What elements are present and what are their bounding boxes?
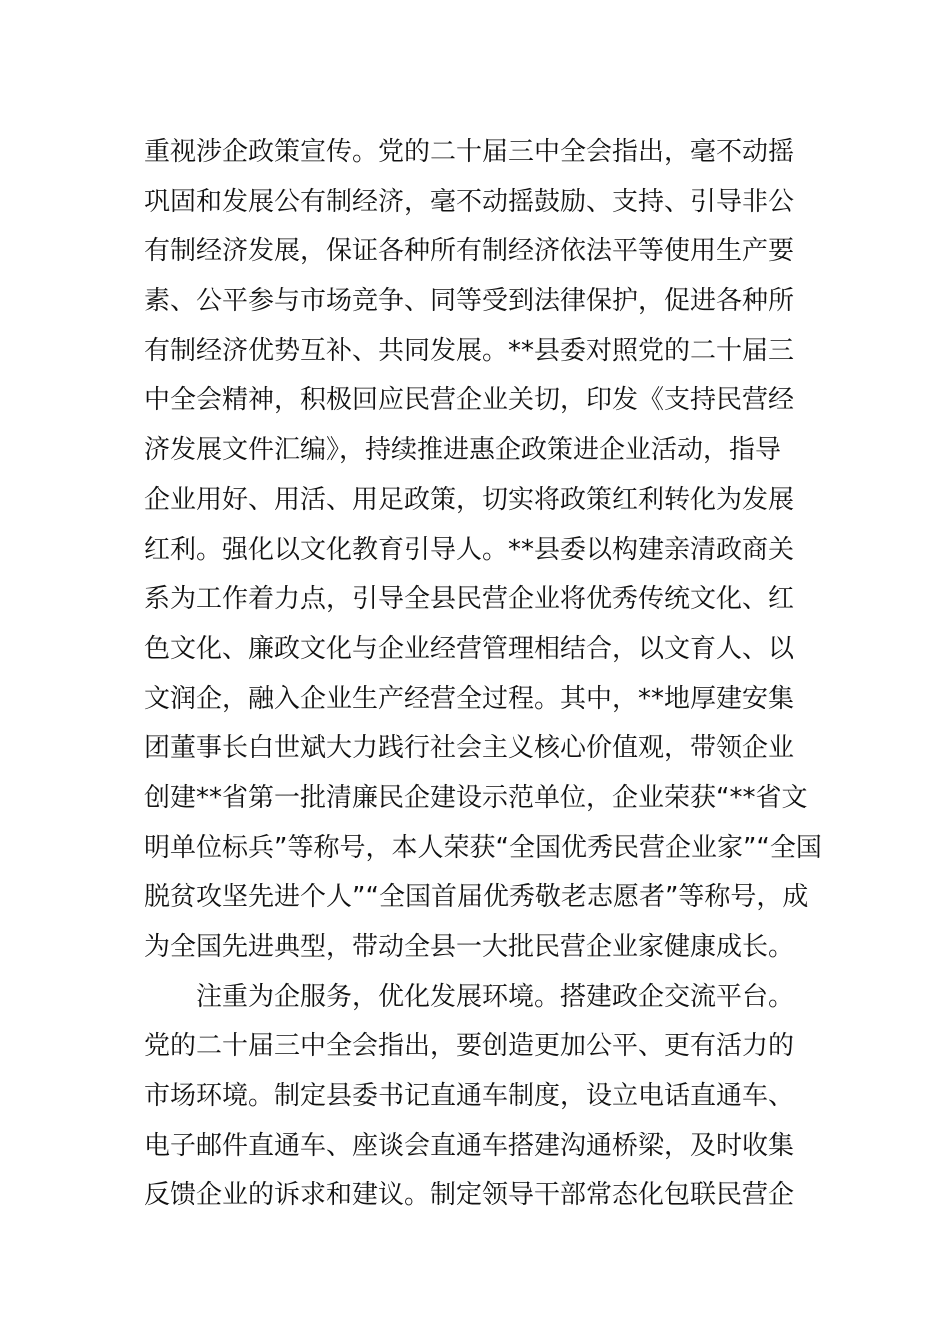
text-line: 电子邮件直通车、座谈会直通车搭建沟通桥梁，及时收集 xyxy=(144,1130,795,1161)
text-line: 济发展文件汇编》，持续推进惠企政策进企业活动，指导 xyxy=(144,435,782,466)
text-line: 反馈企业的诉求和建议。制定领导干部常态化包联民营企 xyxy=(144,1180,795,1211)
text-line: 团董事长白世斌大力践行社会主义核心价值观，带领企业 xyxy=(144,733,795,764)
text-line: 重视涉企政策宣传。党的二十届三中全会指出，毫不动摇 xyxy=(144,137,795,167)
text-line: 党的二十届三中全会指出，要创造更加公平、更有活力的 xyxy=(144,1031,795,1062)
text-line: 中全会精神，积极回应民营企业关切，印发《支持民营经 xyxy=(144,385,795,416)
text-line: 为全国先进典型，带动全县一大批民营企业家健康成长。 xyxy=(144,932,795,962)
text-line: 红利。强化以文化教育引导人。**县委以构建亲清政商关 xyxy=(144,534,795,565)
text-line: 文润企，融入企业生产经营全过程。其中，**地厚建安集 xyxy=(144,683,795,714)
text-line: 素、公平参与市场竞争、同等受到法律保护，促进各种所 xyxy=(144,286,795,317)
text-line: 有制经济优势互补、共同发展。**县委对照党的二十届三 xyxy=(144,335,795,366)
text-line: 色文化、廉政文化与企业经营管理相结合，以文育人、以 xyxy=(144,633,795,664)
text-line: 脱贫攻坚先进个人”“全国首届优秀敬老志愿者”等称号，成 xyxy=(144,882,809,913)
paragraph-start-line: 注重为企服务，优化发展环境。搭建政企交流平台。 xyxy=(196,981,795,1012)
body-text xyxy=(144,128,824,1221)
text-line: 有制经济发展，保证各种所有制经济依法平等使用生产要 xyxy=(144,236,795,267)
text-line: 明单位标兵”等称号，本人荣获“全国优秀民营企业家”“全国 xyxy=(144,832,822,863)
text-line: 市场环境。制定县委书记直通车制度，设立电话直通车、 xyxy=(144,1081,795,1112)
text-line: 企业用好、用活、用足政策，切实将政策红利转化为发展 xyxy=(144,484,795,515)
text-line: 巩固和发展公有制经济，毫不动摇鼓励、支持、引导非公 xyxy=(144,186,795,217)
text-line: 创建**省第一批清廉民企建设示范单位，企业荣获“**省文 xyxy=(144,782,808,813)
text-line: 系为工作着力点，引导全县民营企业将优秀传统文化、红 xyxy=(144,584,795,615)
